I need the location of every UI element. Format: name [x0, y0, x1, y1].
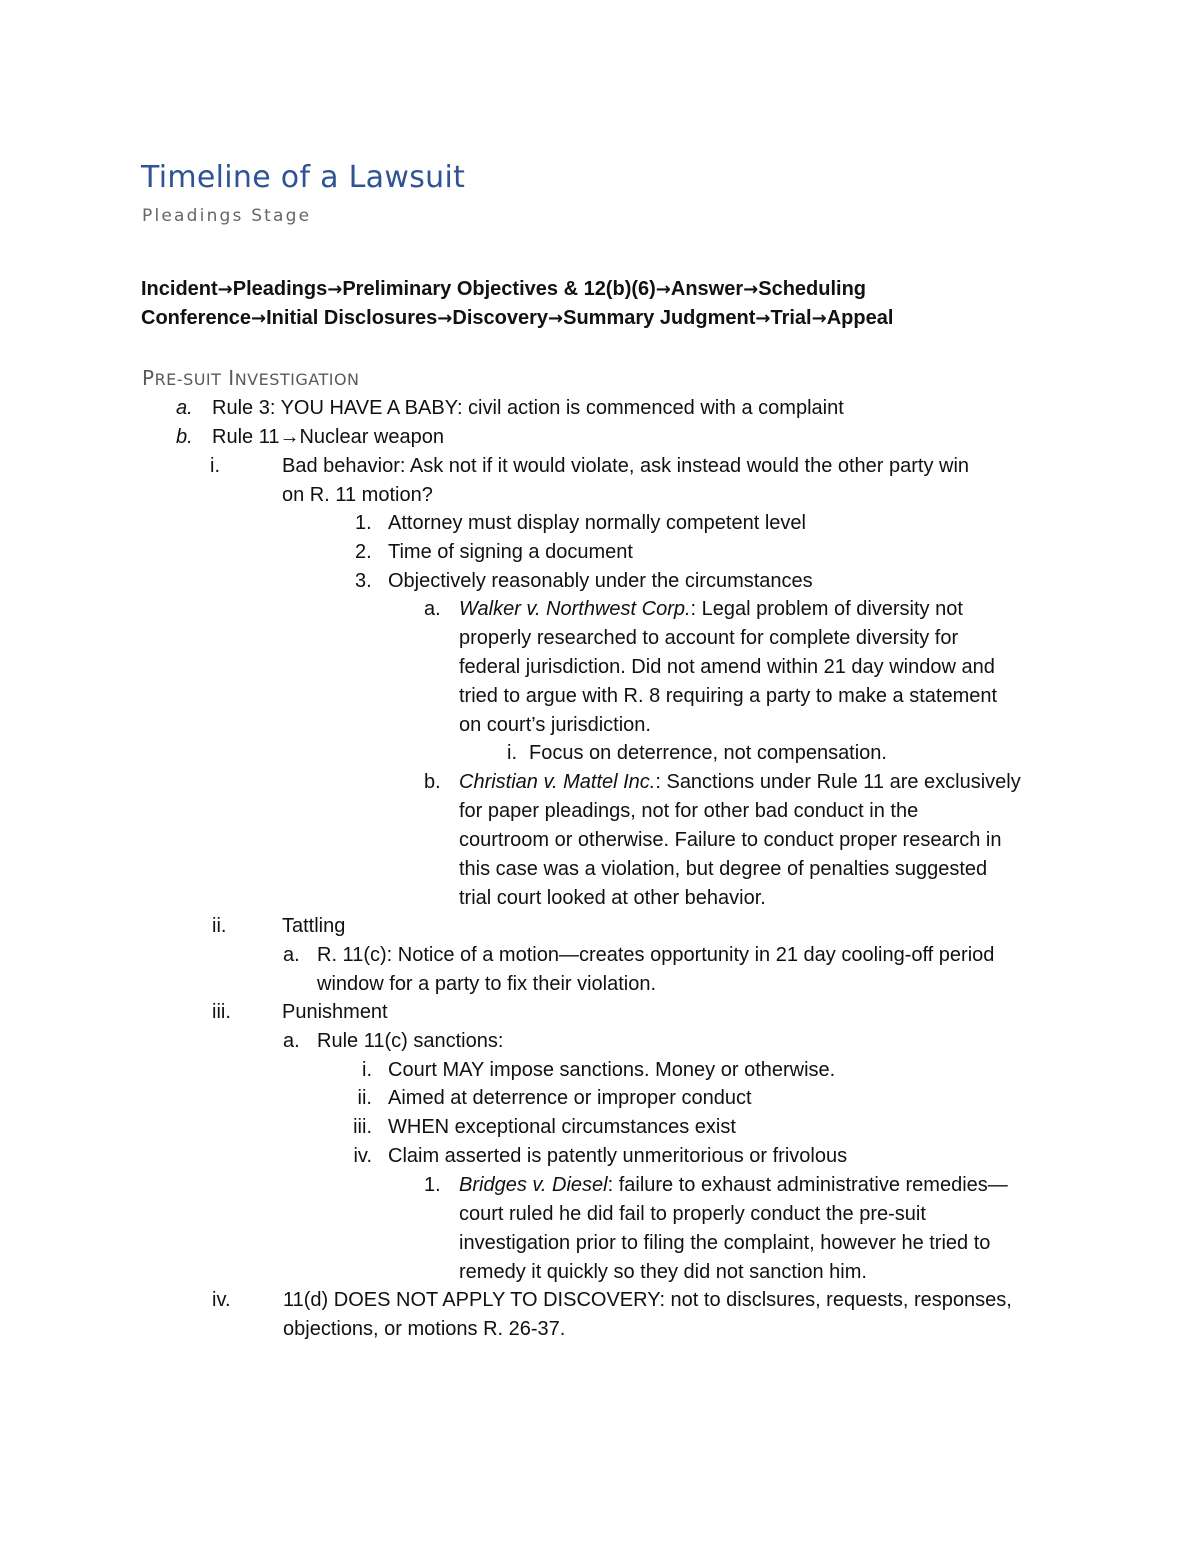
list-marker: ii. [357, 1087, 372, 1109]
list-marker: a. [424, 598, 441, 620]
timeline-step: Trial [770, 307, 812, 329]
timeline-line-1 [141, 275, 893, 304]
section-heading-presuit-investigation [142, 366, 360, 390]
list-item-aimed-at-deterrence: Aimed at deterrence or improper conduct [388, 1087, 752, 1109]
item-line: properly researched to account for complete diversity for [459, 627, 959, 649]
list-item-rule-3: Rule 3: YOU HAVE A BABY: civil action is commenced with a complaint [212, 397, 844, 419]
timeline-step: Initial Disclosures [266, 307, 438, 329]
case-name: Christian v. Mattel Inc. [459, 771, 656, 793]
list-item-focus-deterrence: Focus on deterrence, not compensation. [529, 742, 887, 764]
item-line: courtroom or otherwise. Failure to conduct proper research in [459, 829, 1002, 851]
arrow-right-icon: → [217, 279, 233, 300]
case-name: Walker v. Northwest Corp. [459, 598, 691, 620]
timeline-step: Summary Judgment [563, 307, 756, 329]
item-line: 11(d) DOES NOT APPLY TO DISCOVERY: not to disclsures, requests, responses, [283, 1289, 1012, 1311]
timeline-step: Conference [141, 307, 252, 329]
list-marker: a. [176, 397, 193, 419]
timeline-step: Scheduling [758, 278, 867, 300]
list-marker: iii. [212, 1001, 231, 1023]
list-marker: 3. [355, 570, 372, 592]
timeline-step: Incident [141, 278, 218, 300]
item-line: Bad behavior: Ask not if it would violate, ask instead would the other party win [282, 455, 970, 477]
list-marker: b. [176, 426, 193, 448]
timeline-step: Discovery [452, 307, 549, 329]
timeline-line-2 [141, 304, 893, 333]
item-line: : Legal problem of diversity not [690, 598, 963, 620]
item-line: for paper pleadings, not for other bad conduct in the [459, 800, 919, 822]
document-subtitle: Pleadings Stage [142, 206, 312, 226]
list-marker: ii. [212, 915, 227, 937]
heading-smallcaps-2: NVESTIGATION [234, 370, 360, 389]
arrow-right-icon: → [548, 308, 564, 329]
item-line: : failure to exhaust administrative remedies— [607, 1174, 1008, 1196]
item-line: on R. 11 motion? [282, 484, 433, 506]
list-item-christian-case [459, 768, 1021, 913]
item-line: trial court looked at other behavior. [459, 887, 766, 909]
list-item-objectively-reasonable: Objectively reasonably under the circumstances [388, 570, 813, 592]
list-marker: iv. [353, 1145, 372, 1167]
list-item-11d-discovery [283, 1286, 1012, 1344]
list-item-exceptional-circumstances: WHEN exceptional circumstances exist [388, 1116, 736, 1138]
timeline-step: Answer [670, 278, 744, 300]
timeline-step: Preliminary Objectives & 12(b)(6) [342, 278, 656, 300]
list-marker: b. [424, 771, 441, 793]
heading-cap-p: P [142, 366, 155, 390]
item-line: this case was a violation, but degree of penalties suggested [459, 858, 988, 880]
list-item-bridges-case [459, 1171, 1008, 1287]
list-marker: i. [362, 1059, 372, 1081]
list-marker: 2. [355, 541, 372, 563]
list-item-tattling: Tattling [282, 915, 346, 937]
list-item-court-may-impose: Court MAY impose sanctions. Money or otherwise. [388, 1059, 836, 1081]
item-line: window for a party to fix their violation. [317, 973, 657, 995]
timeline-step: Appeal [826, 307, 894, 329]
arrow-right-icon: → [811, 308, 827, 329]
item-line: objections, or motions R. 26-37. [283, 1318, 566, 1340]
lawsuit-timeline [141, 275, 893, 333]
list-marker: iii. [353, 1116, 372, 1138]
arrow-right-icon: → [755, 308, 771, 329]
arrow-right-icon: → [327, 279, 343, 300]
list-item-notice-of-motion [317, 941, 994, 999]
list-marker: iv. [212, 1289, 231, 1311]
arrow-right-icon: → [437, 308, 453, 329]
list-item-rule-11c-sanctions: Rule 11(c) sanctions: [317, 1030, 504, 1052]
item-line: court ruled he did fail to properly conduct the pre-suit [459, 1203, 926, 1225]
list-marker: a. [283, 944, 300, 966]
list-item-rule-11: Rule 11→Nuclear weapon [212, 426, 444, 448]
item-line: investigation prior to filing the complaint, however he tried to [459, 1232, 991, 1254]
list-item-time-of-signing: Time of signing a document [388, 541, 633, 563]
item-line: remedy it quickly so they did not sanction him. [459, 1261, 867, 1283]
arrow-right-icon: → [655, 279, 671, 300]
list-marker: 1. [355, 512, 372, 534]
list-item-competent-level: Attorney must display normally competent level [388, 512, 806, 534]
heading-cap-i: I [228, 366, 235, 390]
list-marker: 1. [424, 1174, 441, 1196]
arrow-right-icon: → [251, 308, 267, 329]
item-line: on court’s jurisdiction. [459, 714, 651, 736]
list-item-unmeritorious-claim: Claim asserted is patently unmeritorious or frivolous [388, 1145, 848, 1167]
list-item-walker-case [459, 595, 997, 740]
item-line: tried to argue with R. 8 requiring a party to make a statement [459, 685, 998, 707]
timeline-step: Pleadings [232, 278, 328, 300]
item-line: federal jurisdiction. Did not amend within 21 day window and [459, 656, 995, 678]
item-line: R. 11(c): Notice of a motion—creates opportunity in 21 day cooling-off period [317, 944, 995, 966]
list-item-bad-behavior [282, 452, 969, 510]
item-line: : Sanctions under Rule 11 are exclusively [655, 771, 1021, 793]
document-title: Timeline of a Lawsuit [141, 160, 466, 195]
arrow-right-icon: → [743, 279, 759, 300]
case-name: Bridges v. Diesel [459, 1174, 608, 1196]
list-marker: i. [507, 742, 517, 764]
list-marker: i. [210, 455, 220, 477]
list-marker: a. [283, 1030, 300, 1052]
list-item-punishment: Punishment [282, 1001, 388, 1023]
heading-smallcaps-1: RE-SUIT [154, 370, 222, 389]
